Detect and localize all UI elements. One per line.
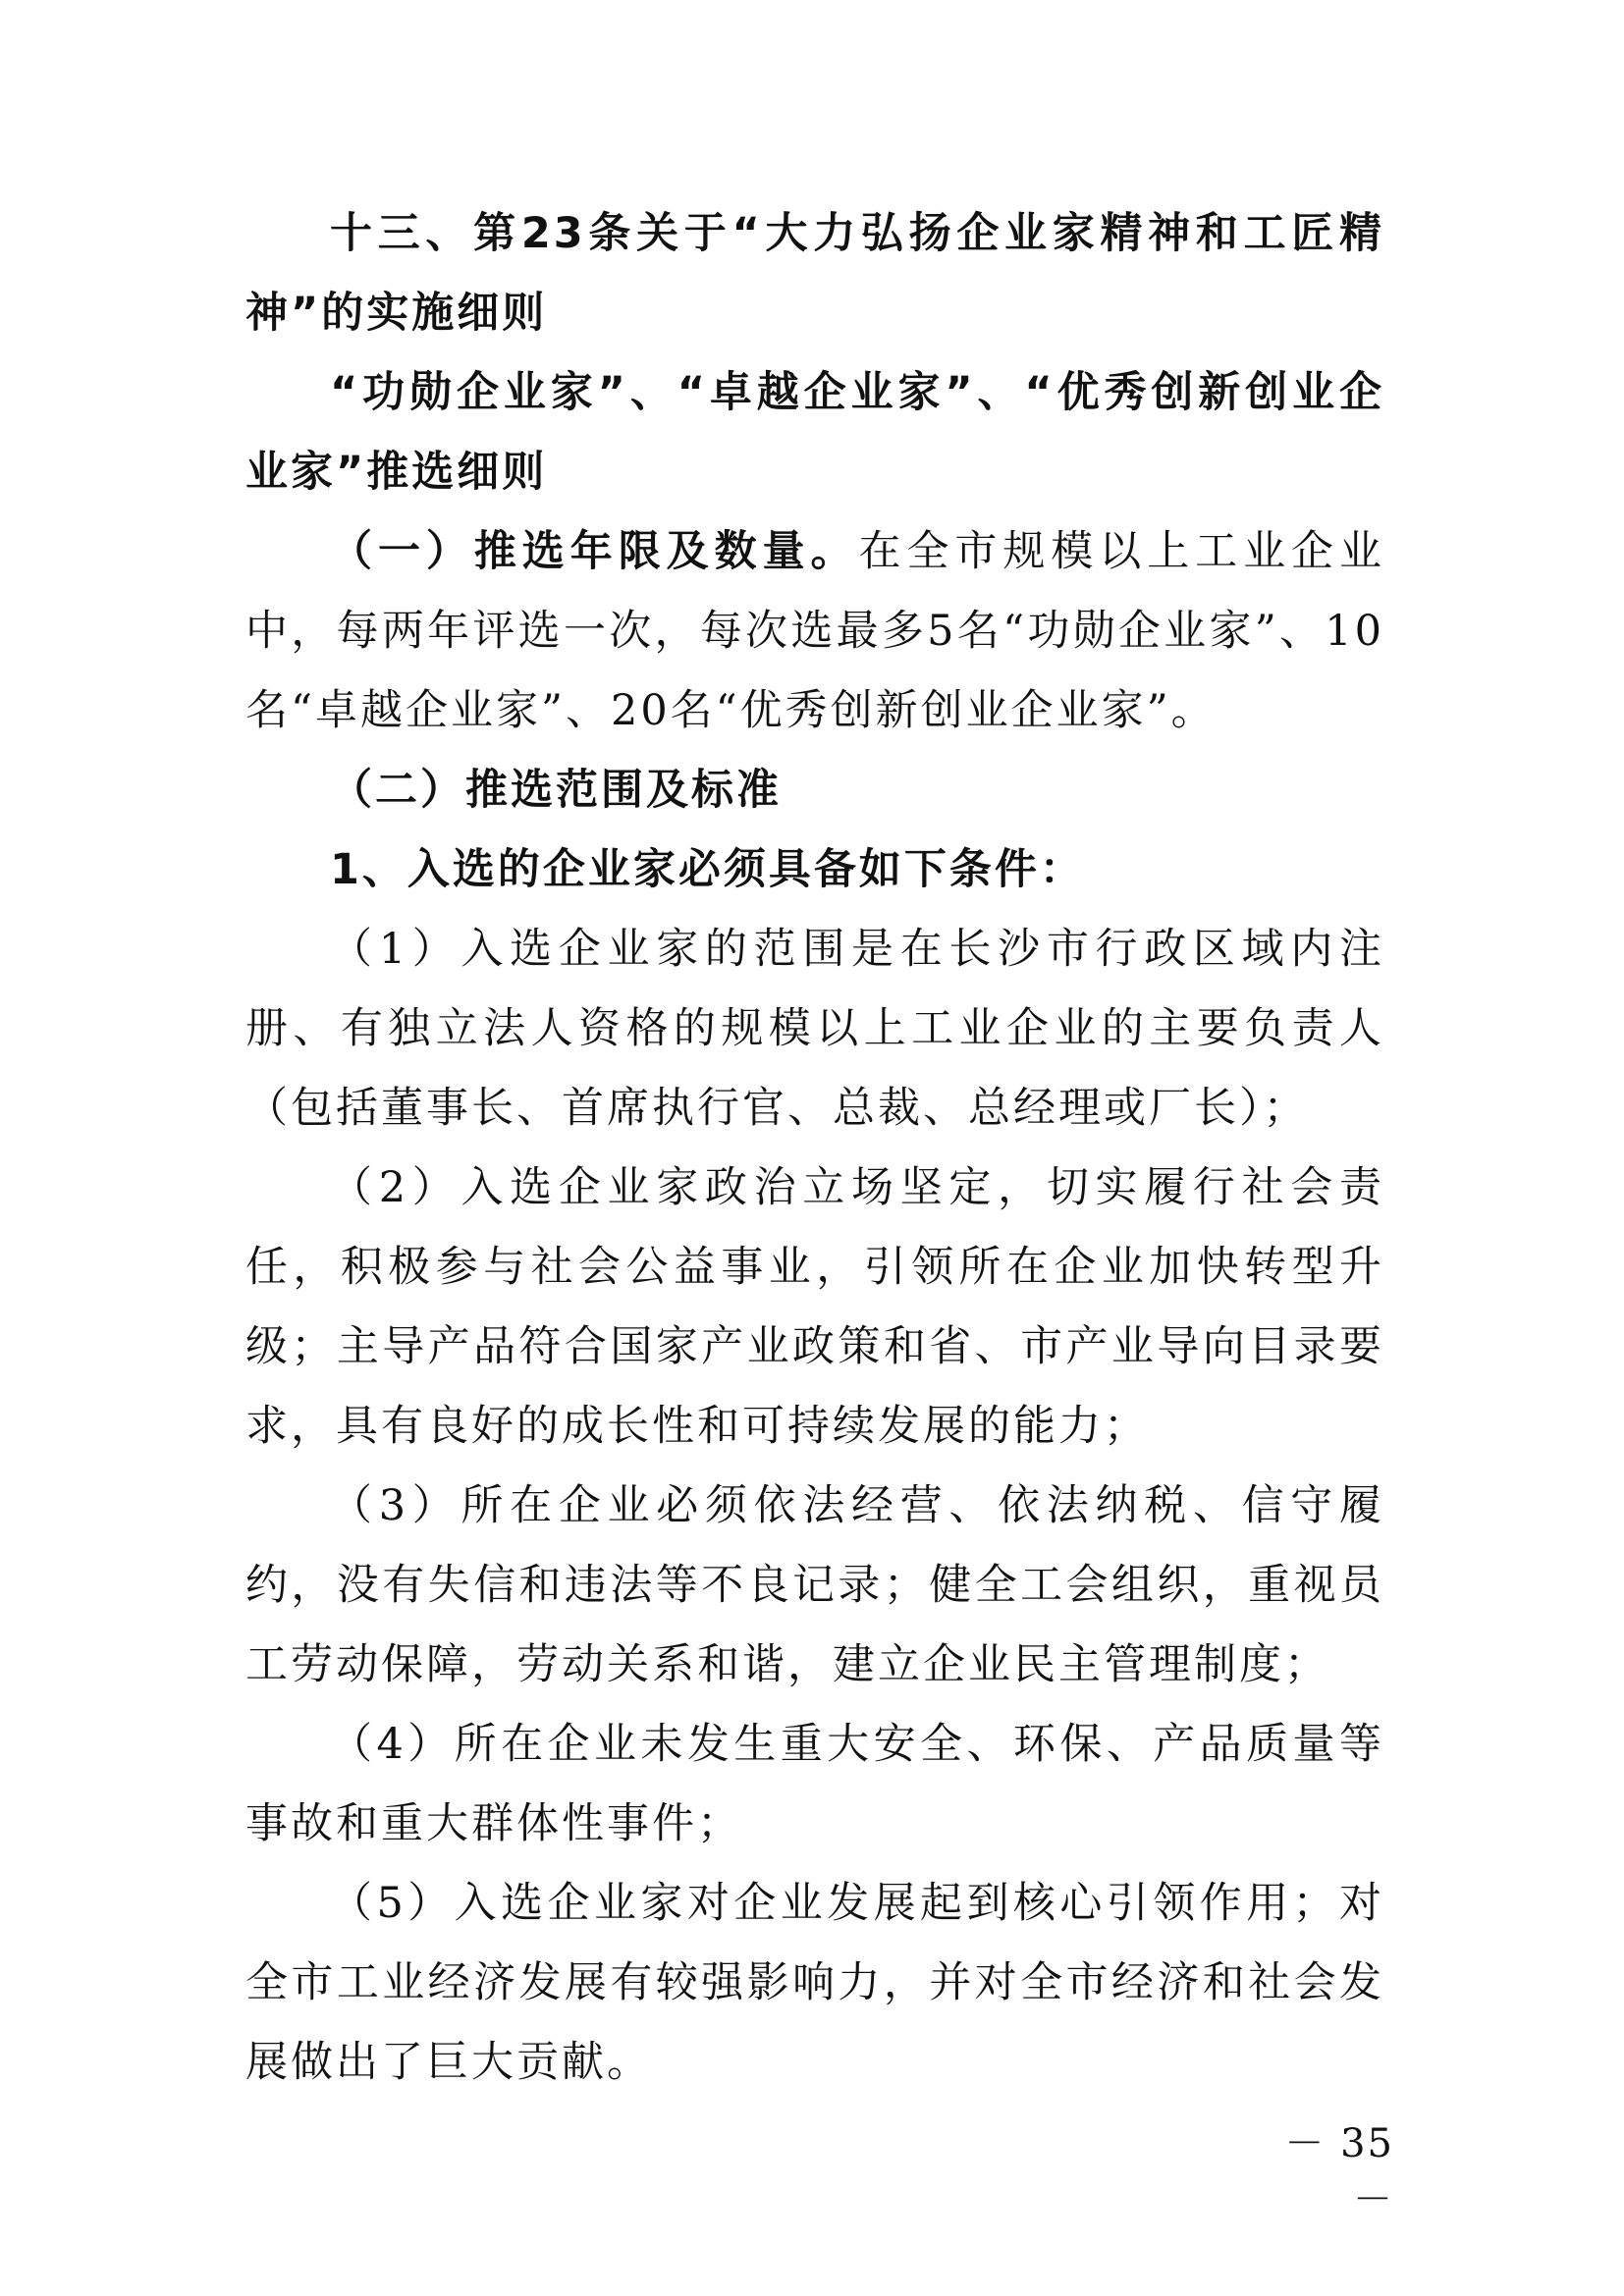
- conditions-heading: 1、入选的企业家必须具备如下条件：: [330, 845, 1085, 894]
- condition-4: （4）所在企业未发生重大安全、环保、产品质量等事故和重大群体性事件；: [245, 1720, 1384, 1848]
- subtitle: “功勋企业家”、“卓越企业家”、“优秀创新创业企业家”推选细则: [245, 368, 1384, 497]
- condition-5: （5）入选企业家对企业发展起到核心引领作用；对全市工业经济发展有较强影响力，并对全市经济和社会发展做出了巨大贡献。: [245, 1879, 1384, 2087]
- page-number: － 35 －: [1284, 2121, 1394, 2222]
- condition-2: （2）入选企业家政治立场坚定，切实履行社会责任，积极参与社会公益事业，引领所在企业加快转型升级；主导产品符合国家产业政策和省、市产业导向目录要求，具有良好的成长性和可持续发展的能力；: [245, 1163, 1384, 1451]
- section-title: 十三、第23条关于“大力弘扬企业家精神和工匠精神”的实施细则: [245, 209, 1384, 338]
- condition-1: （1）入选企业家的范围是在长沙市行政区域内注册、有独立法人资格的规模以上工业企业的主要负责人（包括董事长、首席执行官、总裁、总经理或厂长）；: [245, 925, 1384, 1133]
- document-body: [245, 194, 1384, 2103]
- item1-heading: （一）推选年限及数量。: [330, 527, 859, 576]
- item1-paragraph: [245, 512, 1384, 751]
- condition-3: （3）所在企业必须依法经营、依法纳税、信守履约，没有失信和违法等不良记录；健全工会组织，重视员工劳动保障，劳动关系和谐，建立企业民主管理制度；: [245, 1481, 1384, 1689]
- item2-heading: （二）推选范围及标准: [330, 766, 782, 815]
- item1-body: 在全市规模以上工业企业中，每两年评选一次，每次选最多5名“功勋企业家”、10名“卓越企业家”、20名“优秀创新创业企业家”。: [245, 527, 1385, 735]
